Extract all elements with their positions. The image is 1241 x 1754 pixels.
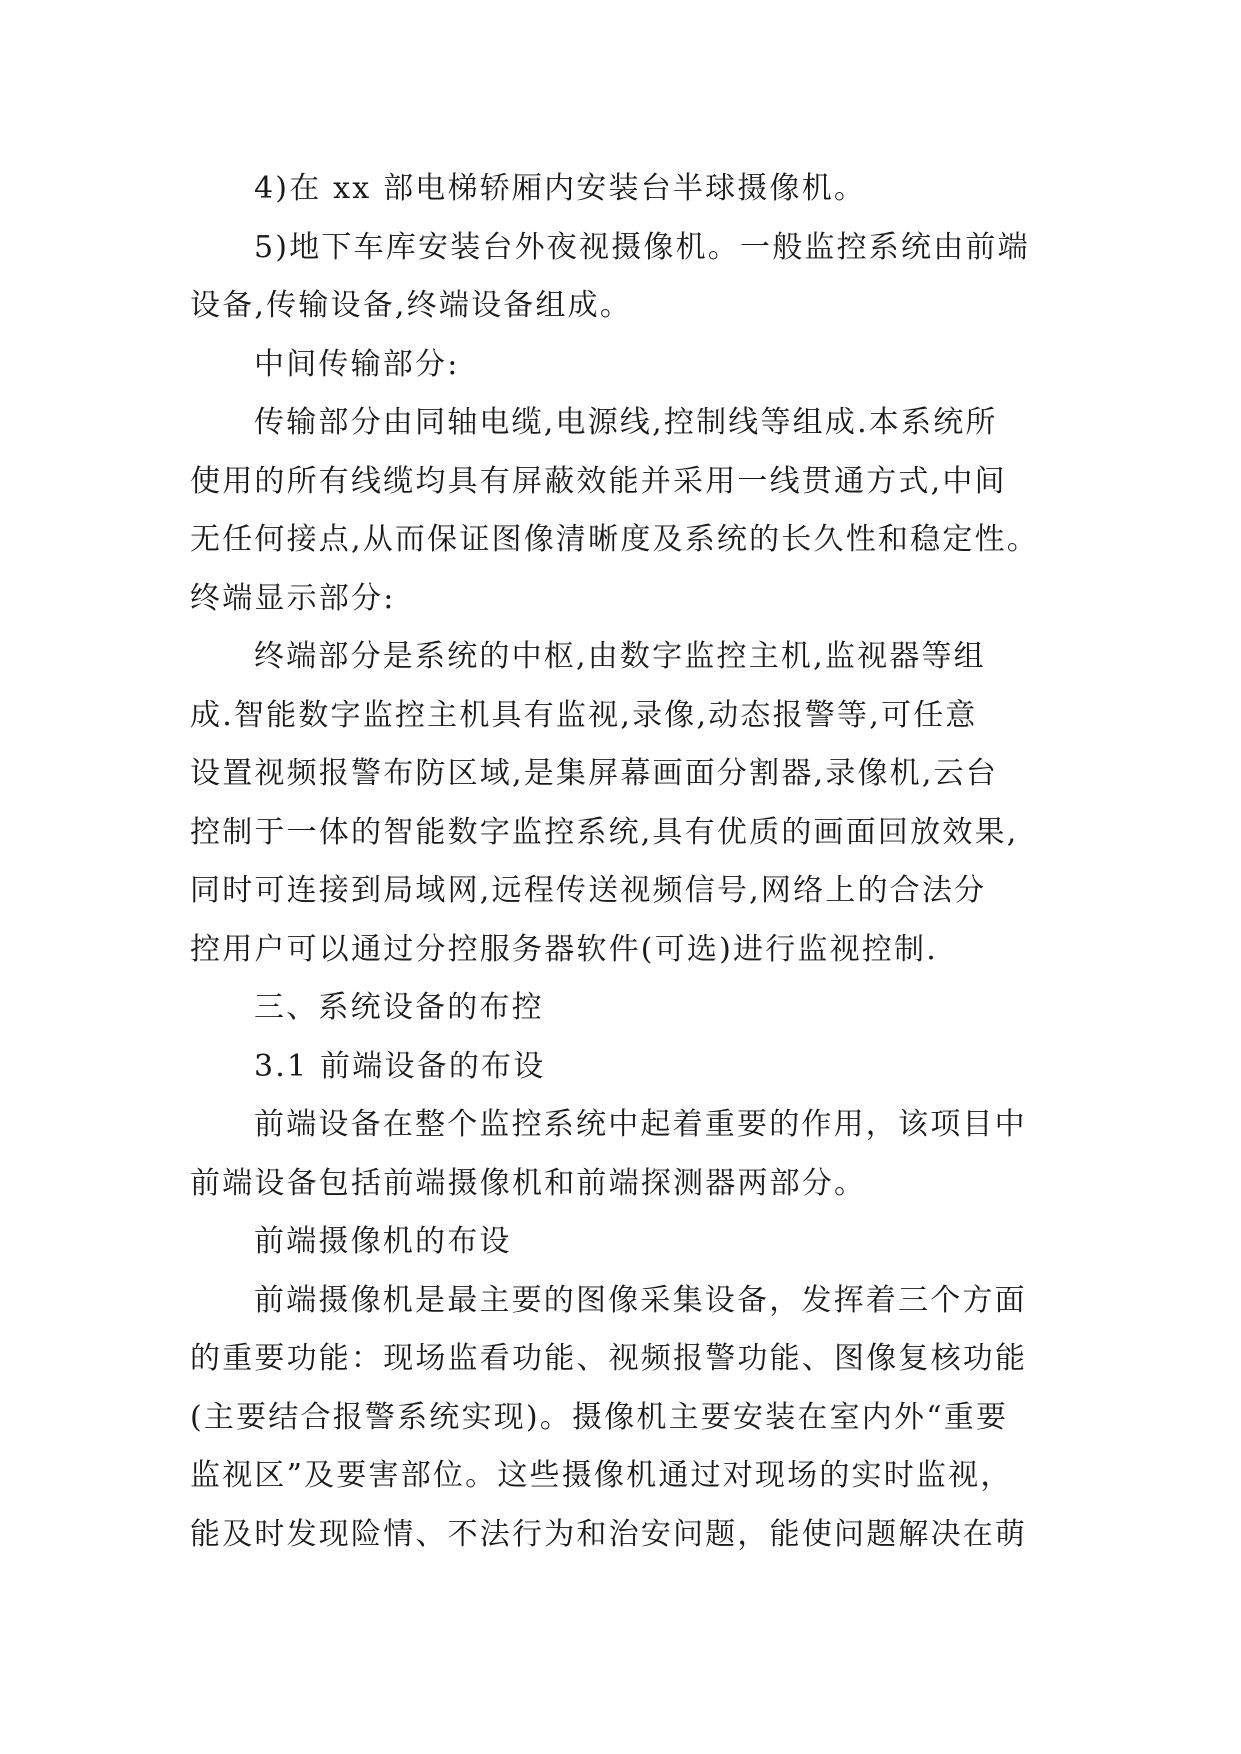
paragraph-line: 5)地下车库安装台外夜视摄像机。一般监控系统由前端 [254,229,1030,265]
paragraph-line: 监视区”及要害部位。这些摄像机通过对现场的实时监视， [190,1458,1013,1493]
paragraph-line: 4)在 xx 部电梯轿厢内安装台半球摄像机。 [254,171,867,206]
paragraph-line: 设备,传输设备,终端设备组成。 [190,288,633,323]
paragraph-line: 同时可连接到局域网,远程传送视频信号,网络上的合法分 [190,873,987,908]
paragraph-line: 成.智能数字监控主机具有监视,录像,动态报警等,可任意 [190,697,978,733]
paragraph-line: 控制于一体的智能数字监控系统,具有优质的画面回放效果, [190,814,1019,850]
paragraph-line: 能及时发现险情、不法行为和治安问题，能使问题解决在萌 [190,1516,1028,1552]
subsection-heading: 前端摄像机的布设 [254,1224,512,1259]
paragraph-line: 前端设备包括前端摄像机和前端探测器两部分。 [190,1165,867,1201]
paragraph-line: 使用的所有线缆均具有屏蔽效能并采用一线贯通方式,中间 [190,463,1007,499]
document-body [190,160,1060,1564]
paragraph-line: 的重要功能：现场监看功能、视频报警功能、图像复核功能 [190,1341,1028,1376]
paragraph-line: 前端摄像机是最主要的图像采集设备，发挥着三个方面 [254,1282,1027,1318]
paragraph-line: (主要结合报警系统实现)。摄像机主要安装在室内外“重要 [190,1399,1009,1435]
section-heading: 中间传输部分: [254,346,460,382]
subsection-heading: 3.1 前端设备的布设 [254,1048,546,1084]
section-heading: 终端显示部分: [190,580,396,616]
paragraph-line: 无任何接点,从而保证图像清晰度及系统的长久性和稳定性。 [190,522,1039,557]
paragraph-line: 设置视频报警布防区域,是集屏幕画面分割器,录像机,云台 [190,756,999,791]
paragraph-line: 控用户可以通过分控服务器软件(可选)进行监视控制. [190,931,938,967]
paragraph-line: 前端设备在整个监控系统中起着重要的作用，该项目中 [254,1107,1027,1142]
paragraph-line: 终端部分是系统的中枢,由数字监控主机,监视器等组 [254,639,986,674]
paragraph-line: 传输部分由同轴电缆,电源线,控制线等组成.本系统所 [254,405,998,440]
section-heading: 三、系统设备的布控 [254,990,544,1025]
